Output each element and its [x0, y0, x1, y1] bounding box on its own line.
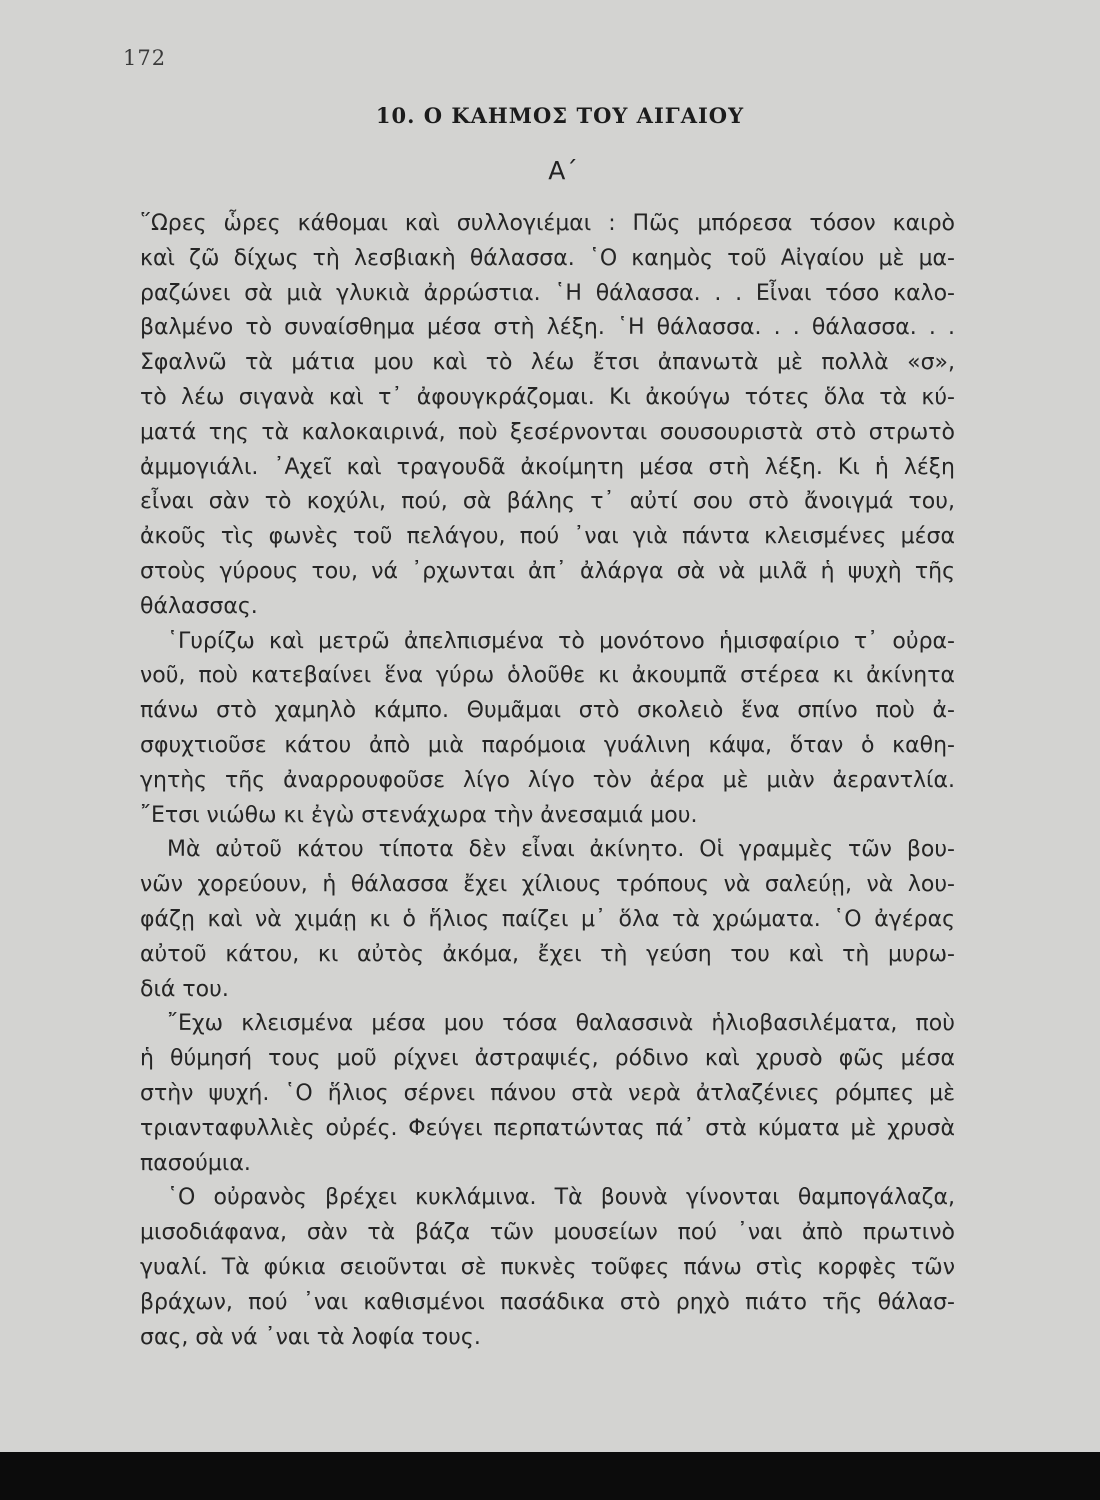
text-line: ῞Ωρες ὧρες κάθομαι καὶ συλλογιέμαι : Πῶς μπόρεσα τόσον καιρὸ: [140, 211, 955, 236]
text-line: ῎Ετσι νιώθω κι ἐγὼ στενάχωρα τὴν ἀνεσαμιά μου.: [140, 802, 698, 828]
text-line: γυαλί. Τὰ φύκια σειοῦνται σὲ πυκνὲς τοῦφες πάνω στὶς κορφὲς τῶν: [140, 1254, 955, 1280]
text-line: ῎Εχω κλεισμένα μέσα μου τόσα θαλασσινὰ ἡλιοβασιλέματα, ποὺ: [167, 1011, 955, 1037]
text-line: σας, σὰ νά ᾿ναι τὰ λοφία τους.: [140, 1324, 481, 1350]
text-line: τὸ λέω σιγανὰ καὶ τ᾿ ἀφουγκράζομαι. Κι ἀκούγω τότες ὅλα τὰ κύ-: [140, 384, 955, 410]
text-line: Σφαλνῶ τὰ μάτια μου καὶ τὸ λέω ἔτσι ἀπανωτὰ μὲ πολλὰ «σ»,: [140, 350, 955, 376]
text-line: διά του.: [140, 976, 229, 1002]
text-line: εἶναι σὰν τὸ κοχύλι, πού, σὰ βάλης τ᾿ αὐτί σου στὸ ἄνοιγμά του,: [140, 489, 955, 515]
text-line: ματά της τὰ καλοκαιρινά, ποὺ ξεσέρνονται σουσουριστὰ στὸ στρωτὸ: [140, 419, 955, 445]
text-line: στὴν ψυχή. ῾Ο ἥλιος σέρνει πάνου στὰ νερὰ ἀτλαζένιες ρόμπες μὲ: [140, 1080, 955, 1106]
text-line: ῾Ο οὐρανὸς βρέχει κυκλάμινα. Τὰ βουνὰ γίνονται θαμπογάλαζα,: [167, 1185, 955, 1211]
text-line: νῶν χορεύουν, ἡ θάλασσα ἔχει χίλιους τρόπους νὰ σαλεύῃ, νὰ λου-: [140, 872, 955, 898]
text-line: ραζώνει σὰ μιὰ γλυκιὰ ἀρρώστια. ῾Η θάλασσα. . . Εἶναι τόσο καλο-: [140, 280, 955, 306]
chapter-title: 10. Ο ΚΑΗΜΟΣ ΤΟΥ ΑΙΓΑΙΟΥ: [375, 103, 745, 128]
text-line: μισοδιάφανα, σὰν τὰ βάζα τῶν μουσείων πού ᾿ναι ἀπὸ πρωτινὸ: [140, 1220, 955, 1246]
text-line: θάλασσας.: [140, 593, 258, 619]
text-line: γητὴς τῆς ἀναρρουφοῦσε λίγο λίγο τὸν ἀέρα μὲ μιὰν ἀεραντλία.: [140, 767, 955, 793]
text-line: σφυχτιοῦσε κάτου ἀπὸ μιὰ παρόμοια γυάλινη κάψα, ὅταν ὁ καθη-: [140, 732, 955, 758]
text-line: πάνω στὸ χαμηλὸ κάμπο. Θυμᾶμαι στὸ σκολειὸ ἕνα σπίνο ποὺ ἀ-: [140, 698, 955, 724]
text-line: αὐτοῦ κάτου, κι αὐτὸς ἀκόμα, ἔχει τὴ γεύση του καὶ τὴ μυρω-: [140, 941, 955, 967]
text-line: καὶ ζῶ δίχως τὴ λεσβιακὴ θάλασσα. ῾Ο καημὸς τοῦ Αἰγαίου μὲ μα-: [140, 245, 955, 271]
page-number: 172: [123, 46, 167, 70]
text-line: τριανταφυλλιὲς οὐρές. Φεύγει περπατώντας πά᾿ στὰ κύματα μὲ χρυσὰ: [140, 1115, 955, 1141]
text-line: φάζῃ καὶ νὰ χιμάῃ κι ὁ ἥλιος παίζει μ᾿ ὅλα τὰ χρώματα. ῾Ο ἀγέρας: [140, 906, 955, 932]
text-line: νοῦ, ποὺ κατεβαίνει ἕνα γύρω ὁλοῦθε κι ἀκουμπᾶ στέρεα κι ἀκίνητα: [140, 663, 955, 689]
text-line: ἀμμογιάλι. ᾿Αχεῖ καὶ τραγουδᾶ ἀκοίμητη μέσα στὴ λέξη. Κι ἡ λέξη: [140, 454, 955, 480]
text-line: ῾Γυρίζω καὶ μετρῶ ἀπελπισμένα τὸ μονότονο ἡμισφαίριο τ᾿ οὐρα-: [167, 628, 955, 654]
text-line: πασούμια.: [140, 1150, 251, 1176]
body-text: [140, 207, 955, 1355]
text-line: βράχων, πού ᾿ναι καθισμένοι πασάδικα στὸ ρηχὸ πιάτο τῆς θάλασ-: [140, 1289, 955, 1315]
text-line: στοὺς γύρους του, νά ᾿ρχωνται ἀπ᾿ ἀλάργα σὰ νὰ μιλᾶ ἡ ψυχὴ τῆς: [140, 558, 955, 584]
text-line: βαλμένο τὸ συναίσθημα μέσα στὴ λέξη. ῾Η θάλασσα. . . θάλασσα. . .: [140, 315, 955, 341]
text-line: Μὰ αὐτοῦ κάτου τίποτα δὲν εἶναι ἀκίνητο. Οἱ γραμμὲς τῶν βου-: [167, 837, 955, 863]
text-line: ἀκοῦς τὶς φωνὲς τοῦ πελάγου, πού ᾿ναι γιὰ πάντα κλεισμένες μέσα: [140, 524, 955, 550]
section-mark: Α΄: [548, 156, 578, 185]
text-line: ἡ θύμησή τους μοῦ ρίχνει ἀστραψιές, ρόδινο καὶ χρυσὸ φῶς μέσα: [140, 1046, 955, 1072]
